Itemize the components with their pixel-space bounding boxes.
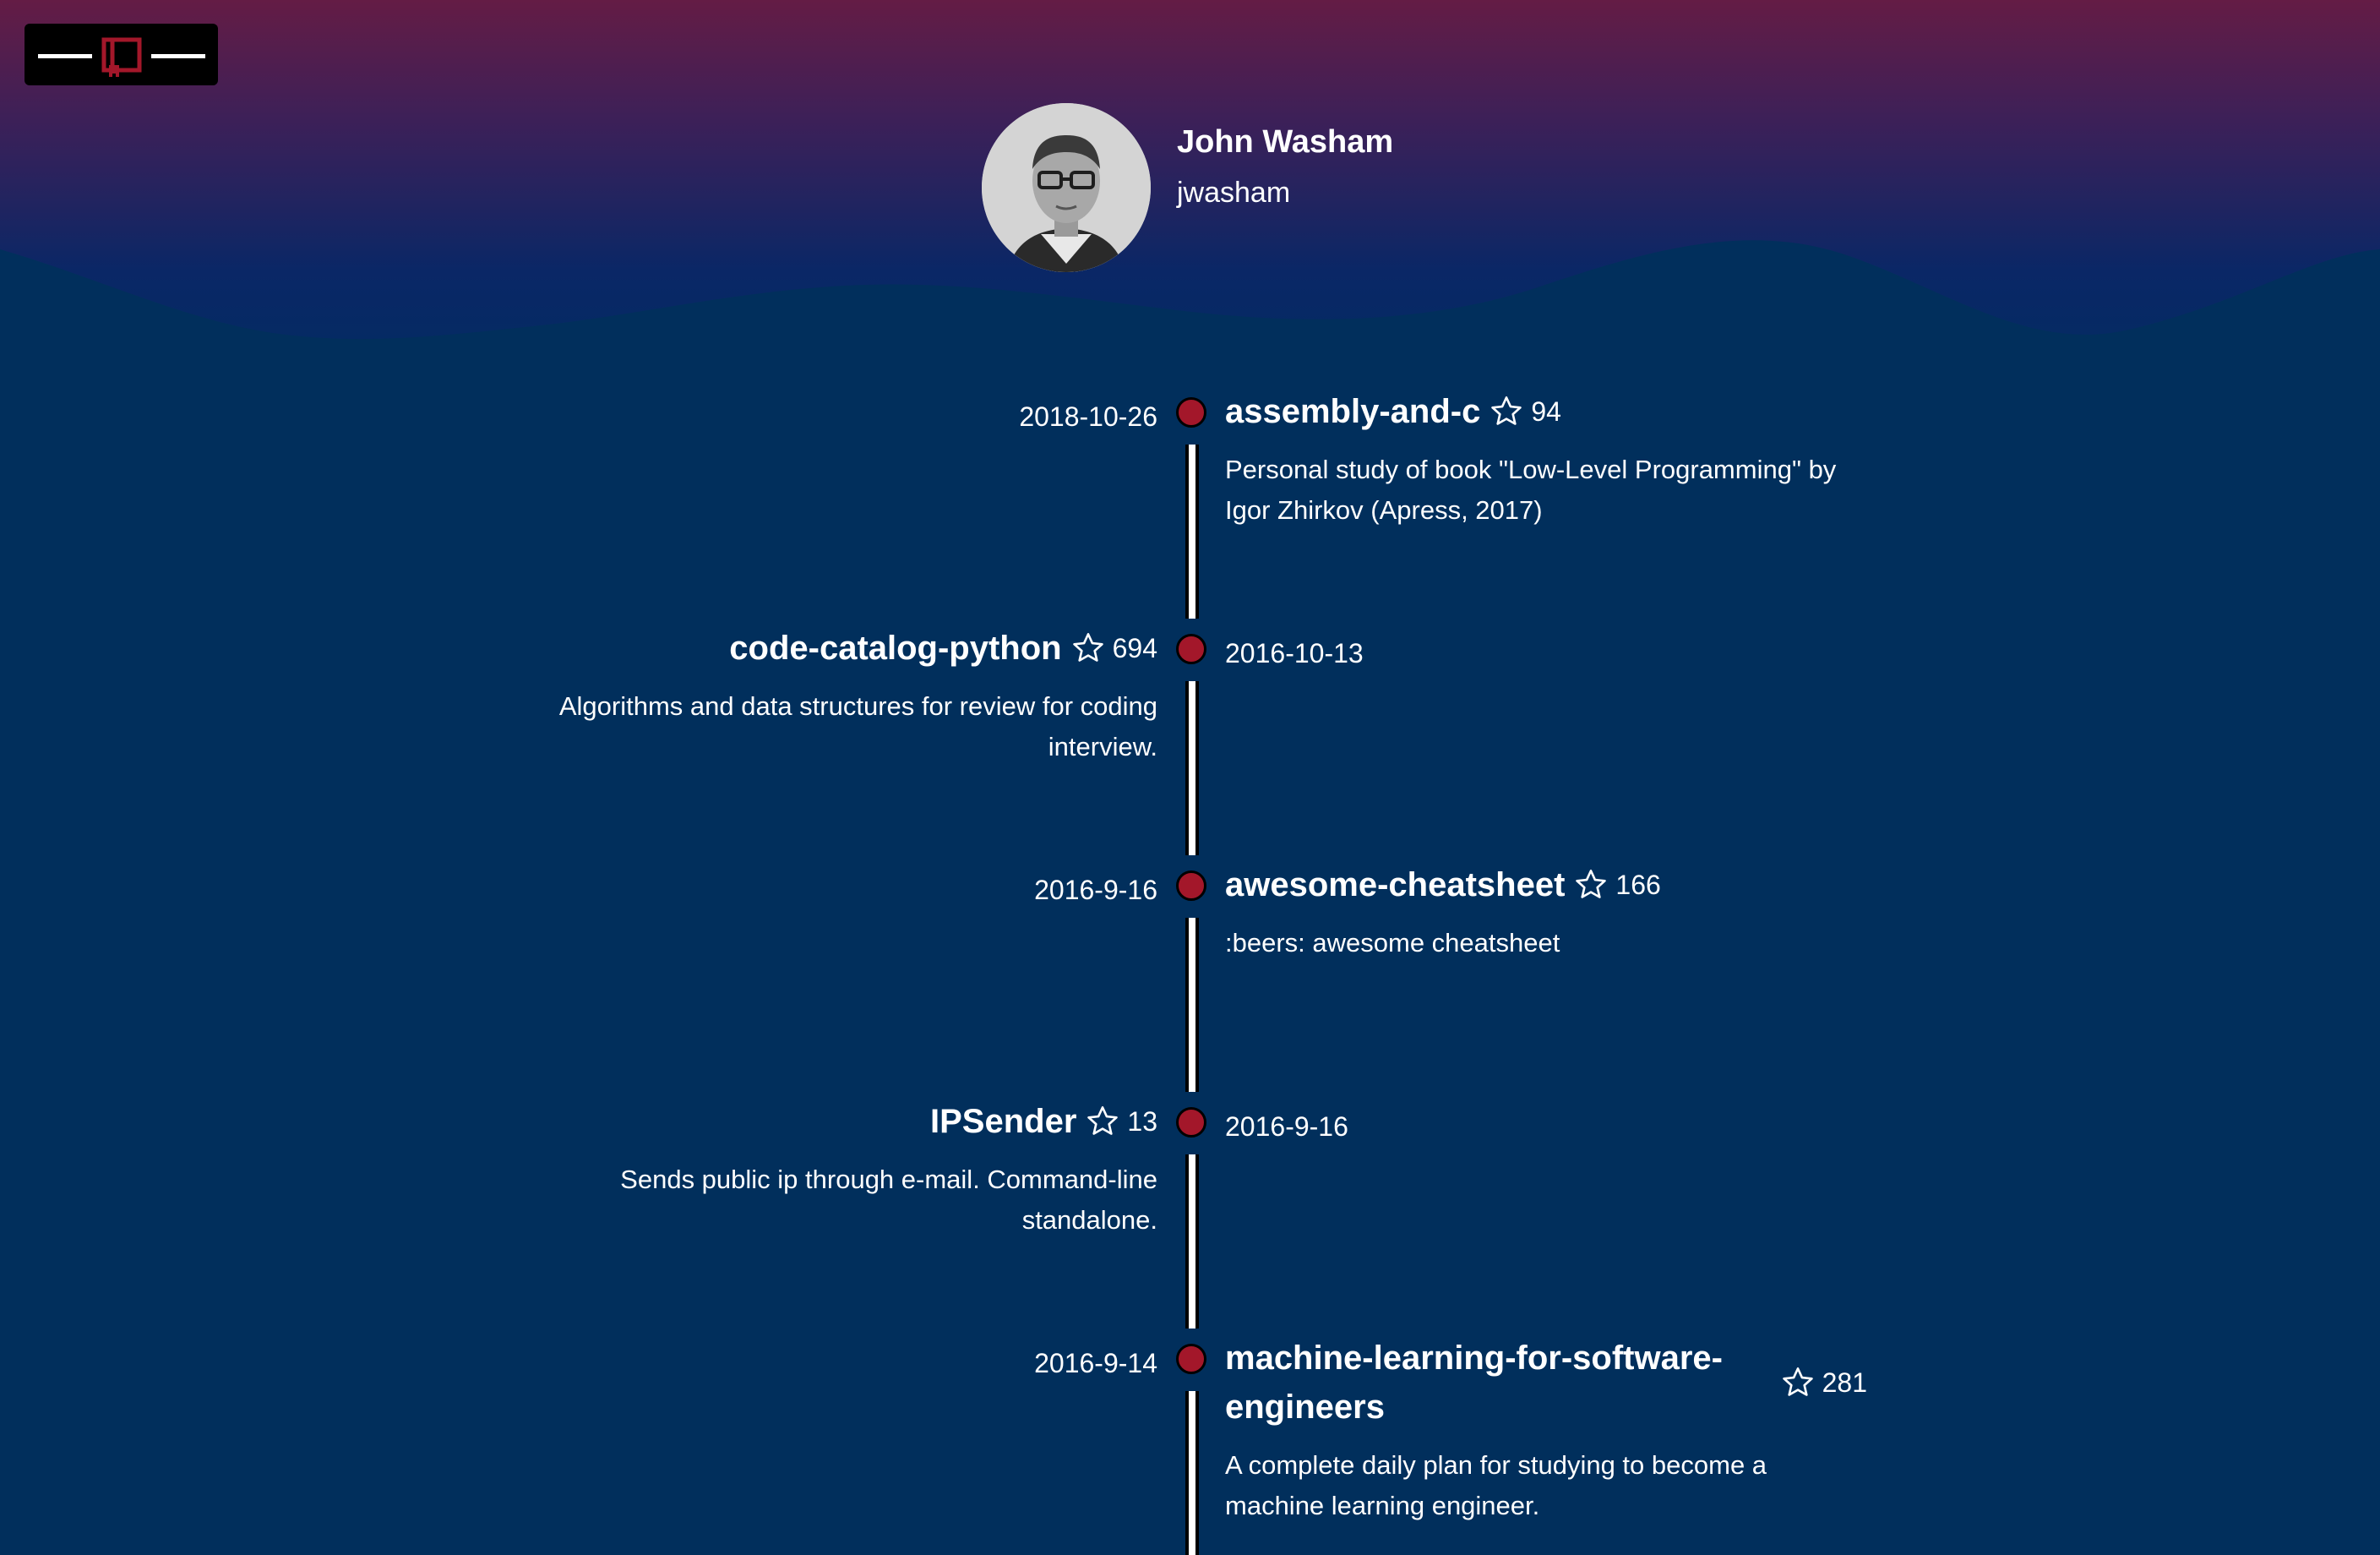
repo-card [1225, 387, 1884, 531]
timeline-dot [1176, 870, 1206, 901]
repo-date: 2016-9-16 [1034, 875, 1157, 905]
star-outline-icon [1489, 394, 1524, 429]
repo-card [498, 624, 1157, 767]
timeline-line [1185, 1154, 1199, 1329]
star-count [1085, 1104, 1157, 1139]
star-count-value: 166 [1615, 870, 1661, 900]
repo-title-row [1225, 860, 1884, 909]
repo-date: 2016-10-13 [1225, 638, 1364, 668]
star-count [1070, 630, 1157, 666]
star-count-value: 13 [1127, 1106, 1157, 1137]
timeline-line [1185, 445, 1199, 619]
repo-description: Personal study of book "Low-Level Programming" by Igor Zhirkov (Apress, 2017) [1225, 455, 1837, 525]
repo-card [1225, 1334, 1867, 1526]
star-count [1573, 867, 1660, 903]
repo-name-link[interactable]: assembly-and-c [1225, 393, 1481, 430]
repo-title-row [1225, 387, 1884, 436]
star-count [1780, 1365, 1867, 1400]
star-count-value: 94 [1531, 396, 1561, 427]
star-count-value: 694 [1112, 633, 1157, 663]
timeline-line [1185, 918, 1199, 1092]
repo-name-link[interactable]: IPSender [930, 1103, 1077, 1140]
timeline-dot [1176, 397, 1206, 428]
timeline-dot [1176, 1107, 1206, 1138]
star-outline-icon [1780, 1365, 1816, 1400]
repo-description: Sends public ip through e-mail. Command-line standalone. [620, 1165, 1157, 1235]
star-outline-icon [1573, 867, 1609, 903]
repo-description: :beers: awesome cheatsheet [1225, 928, 1560, 958]
star-outline-icon [1070, 630, 1106, 666]
repo-title-row [1225, 1334, 1867, 1432]
repo-name-link[interactable]: machine-learning-for-software-engineers [1225, 1339, 1723, 1426]
profile-username[interactable]: jwasham [1177, 177, 1291, 209]
timeline-dot [1176, 1344, 1206, 1374]
star-outline-icon [1085, 1104, 1120, 1139]
profile-name: John Washam [1177, 124, 1394, 160]
repo-title-row [498, 624, 1157, 673]
repo-card [498, 1097, 1157, 1241]
timeline-line [1185, 681, 1199, 855]
repo-date: 2016-9-14 [1034, 1348, 1157, 1378]
repo-description: A complete daily plan for studying to become a machine learning engineer. [1225, 1450, 1767, 1520]
repo-date: 2016-9-16 [1225, 1111, 1348, 1142]
repo-name-link[interactable]: code-catalog-python [729, 630, 1062, 667]
repo-card [1225, 860, 1884, 963]
repo-name-link[interactable]: awesome-cheatsheet [1225, 866, 1566, 903]
repo-description: Algorithms and data structures for review for coding interview. [558, 691, 1157, 761]
star-count [1489, 394, 1561, 429]
timeline-dot [1176, 634, 1206, 664]
timeline-line [1185, 1391, 1199, 1555]
repo-title-row [498, 1097, 1157, 1146]
repo-date: 2018-10-26 [1019, 401, 1157, 432]
star-count-value: 281 [1822, 1367, 1867, 1398]
